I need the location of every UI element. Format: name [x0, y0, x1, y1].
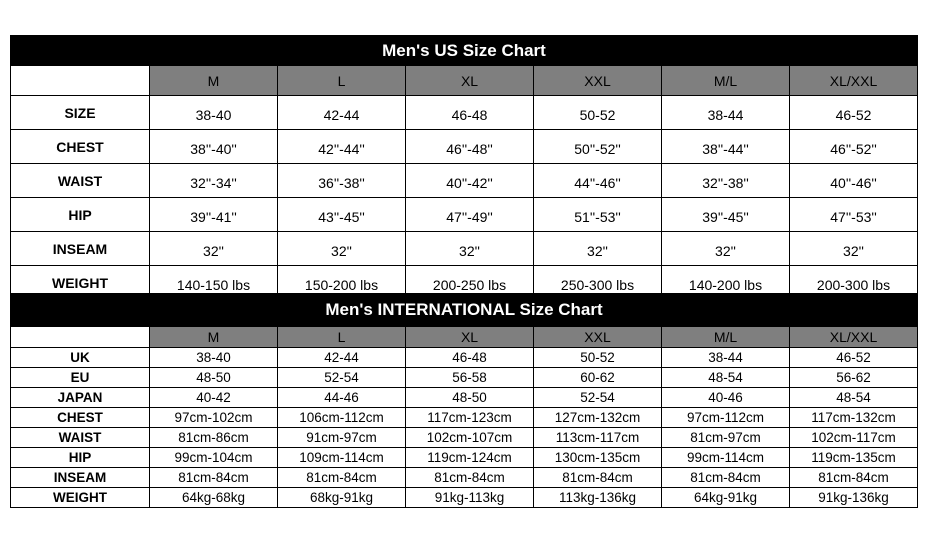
- us-table-cell: 250-300 lbs: [534, 266, 662, 300]
- intl-table-cell: 81cm-84cm: [150, 468, 278, 488]
- us-row-label: WAIST: [11, 164, 150, 198]
- intl-table-cell: 64kg-68kg: [150, 488, 278, 508]
- intl-table-cell: 81cm-84cm: [662, 468, 790, 488]
- intl-table-cell: 99cm-104cm: [150, 448, 278, 468]
- us-table-cell: 46''-52'': [790, 130, 918, 164]
- us-row-label: WEIGHT: [11, 266, 150, 300]
- intl-table-cell: 40-42: [150, 388, 278, 408]
- us-table-cell: 140-200 lbs: [662, 266, 790, 300]
- intl-table-row: [11, 448, 918, 468]
- intl-chart-title: Men's INTERNATIONAL Size Chart: [11, 294, 918, 327]
- intl-header-blank: [11, 327, 150, 348]
- us-table-cell: 32'': [534, 232, 662, 266]
- intl-table-cell: 42-44: [278, 348, 406, 368]
- us-table-cell: 140-150 lbs: [150, 266, 278, 300]
- us-table-cell: 32'': [406, 232, 534, 266]
- intl-table-cell: 117cm-132cm: [790, 408, 918, 428]
- us-table-row: [11, 164, 918, 198]
- intl-table-cell: 68kg-91kg: [278, 488, 406, 508]
- intl-table-cell: 102cm-107cm: [406, 428, 534, 448]
- intl-table-cell: 91kg-113kg: [406, 488, 534, 508]
- us-table-cell: 38''-44'': [662, 130, 790, 164]
- intl-table-cell: 56-58: [406, 368, 534, 388]
- intl-table-cell: 50-52: [534, 348, 662, 368]
- us-table-cell: 46''-48'': [406, 130, 534, 164]
- us-table-row: [11, 96, 918, 130]
- us-table-cell: 200-300 lbs: [790, 266, 918, 300]
- us-table-cell: 44''-46'': [534, 164, 662, 198]
- us-size-header: XL/XXL: [790, 66, 918, 96]
- us-table-cell: 40''-46'': [790, 164, 918, 198]
- intl-table-cell: 48-54: [790, 388, 918, 408]
- us-row-label: HIP: [11, 198, 150, 232]
- intl-table-row: [11, 408, 918, 428]
- us-table-cell: 40''-42'': [406, 164, 534, 198]
- us-size-header-row: [11, 66, 918, 96]
- us-table-cell: 32'': [662, 232, 790, 266]
- intl-table-cell: 109cm-114cm: [278, 448, 406, 468]
- intl-table-cell: 91cm-97cm: [278, 428, 406, 448]
- intl-size-header: M: [150, 327, 278, 348]
- us-table-cell: 42''-44'': [278, 130, 406, 164]
- intl-table-cell: 99cm-114cm: [662, 448, 790, 468]
- intl-table-cell: 81cm-84cm: [534, 468, 662, 488]
- intl-size-header-row: [11, 327, 918, 348]
- us-table-cell: 47''-53'': [790, 198, 918, 232]
- intl-table-cell: 113kg-136kg: [534, 488, 662, 508]
- us-size-header: M/L: [662, 66, 790, 96]
- intl-table-cell: 60-62: [534, 368, 662, 388]
- intl-table-row: [11, 388, 918, 408]
- us-table-cell: 36''-38'': [278, 164, 406, 198]
- us-table-cell: 32'': [790, 232, 918, 266]
- us-table-row: [11, 232, 918, 266]
- intl-table-cell: 48-50: [406, 388, 534, 408]
- intl-table-cell: 130cm-135cm: [534, 448, 662, 468]
- intl-table-cell: 81cm-84cm: [278, 468, 406, 488]
- intl-row-label: JAPAN: [11, 388, 150, 408]
- intl-table-cell: 81cm-97cm: [662, 428, 790, 448]
- us-row-label: CHEST: [11, 130, 150, 164]
- intl-table-cell: 81cm-84cm: [790, 468, 918, 488]
- us-size-header: XL: [406, 66, 534, 96]
- intl-table-cell: 117cm-123cm: [406, 408, 534, 428]
- us-table-row: [11, 198, 918, 232]
- us-row-label: INSEAM: [11, 232, 150, 266]
- intl-table-cell: 81cm-86cm: [150, 428, 278, 448]
- intl-row-label: UK: [11, 348, 150, 368]
- intl-table-cell: 46-48: [406, 348, 534, 368]
- intl-table-cell: 48-54: [662, 368, 790, 388]
- us-table-cell: 32'': [278, 232, 406, 266]
- intl-table-cell: 64kg-91kg: [662, 488, 790, 508]
- intl-table-cell: 106cm-112cm: [278, 408, 406, 428]
- intl-table-cell: 46-52: [790, 348, 918, 368]
- us-size-header: L: [278, 66, 406, 96]
- us-size-header: XXL: [534, 66, 662, 96]
- intl-table-cell: 40-46: [662, 388, 790, 408]
- us-row-label: SIZE: [11, 96, 150, 130]
- intl-table-cell: 38-44: [662, 348, 790, 368]
- us-table-row: [11, 130, 918, 164]
- intl-table-cell: 38-40: [150, 348, 278, 368]
- intl-table-cell: 97cm-112cm: [662, 408, 790, 428]
- us-chart-title: Men's US Size Chart: [11, 36, 918, 66]
- us-table-cell: 42-44: [278, 96, 406, 130]
- us-table-cell: 46-48: [406, 96, 534, 130]
- intl-table-cell: 81cm-84cm: [406, 468, 534, 488]
- us-table-cell: 32''-34'': [150, 164, 278, 198]
- intl-table-row: [11, 488, 918, 508]
- us-table-cell: 39''-45'': [662, 198, 790, 232]
- intl-row-label: WAIST: [11, 428, 150, 448]
- intl-size-header: M/L: [662, 327, 790, 348]
- us-size-chart: [10, 35, 918, 300]
- us-table-cell: 51''-53'': [534, 198, 662, 232]
- us-header-blank: [11, 66, 150, 96]
- intl-row-label: WEIGHT: [11, 488, 150, 508]
- intl-size-header: XL: [406, 327, 534, 348]
- intl-table-cell: 52-54: [534, 388, 662, 408]
- us-table-cell: 39''-41'': [150, 198, 278, 232]
- us-table-cell: 38-40: [150, 96, 278, 130]
- intl-table-cell: 113cm-117cm: [534, 428, 662, 448]
- intl-row-label: INSEAM: [11, 468, 150, 488]
- us-table-cell: 50-52: [534, 96, 662, 130]
- us-table-cell: 50''-52'': [534, 130, 662, 164]
- intl-size-header: L: [278, 327, 406, 348]
- intl-table-cell: 102cm-117cm: [790, 428, 918, 448]
- intl-row-label: EU: [11, 368, 150, 388]
- intl-table-cell: 91kg-136kg: [790, 488, 918, 508]
- intl-table-cell: 52-54: [278, 368, 406, 388]
- intl-table-cell: 48-50: [150, 368, 278, 388]
- us-table-cell: 43''-45'': [278, 198, 406, 232]
- intl-table-row: [11, 368, 918, 388]
- intl-table-cell: 97cm-102cm: [150, 408, 278, 428]
- intl-row-label: CHEST: [11, 408, 150, 428]
- us-table-cell: 38-44: [662, 96, 790, 130]
- intl-table-cell: 127cm-132cm: [534, 408, 662, 428]
- intl-row-label: HIP: [11, 448, 150, 468]
- international-size-chart: [10, 293, 918, 508]
- intl-table-row: [11, 428, 918, 448]
- us-table-cell: 46-52: [790, 96, 918, 130]
- intl-table-row: [11, 348, 918, 368]
- us-table-cell: 38''-40'': [150, 130, 278, 164]
- intl-table-cell: 119cm-124cm: [406, 448, 534, 468]
- intl-table-cell: 119cm-135cm: [790, 448, 918, 468]
- us-table-cell: 200-250 lbs: [406, 266, 534, 300]
- us-size-header: M: [150, 66, 278, 96]
- us-table-cell: 47''-49'': [406, 198, 534, 232]
- intl-table-row: [11, 468, 918, 488]
- us-table-cell: 150-200 lbs: [278, 266, 406, 300]
- intl-size-header: XXL: [534, 327, 662, 348]
- us-table-cell: 32''-38'': [662, 164, 790, 198]
- intl-table-cell: 44-46: [278, 388, 406, 408]
- us-table-cell: 32'': [150, 232, 278, 266]
- intl-table-cell: 56-62: [790, 368, 918, 388]
- intl-size-header: XL/XXL: [790, 327, 918, 348]
